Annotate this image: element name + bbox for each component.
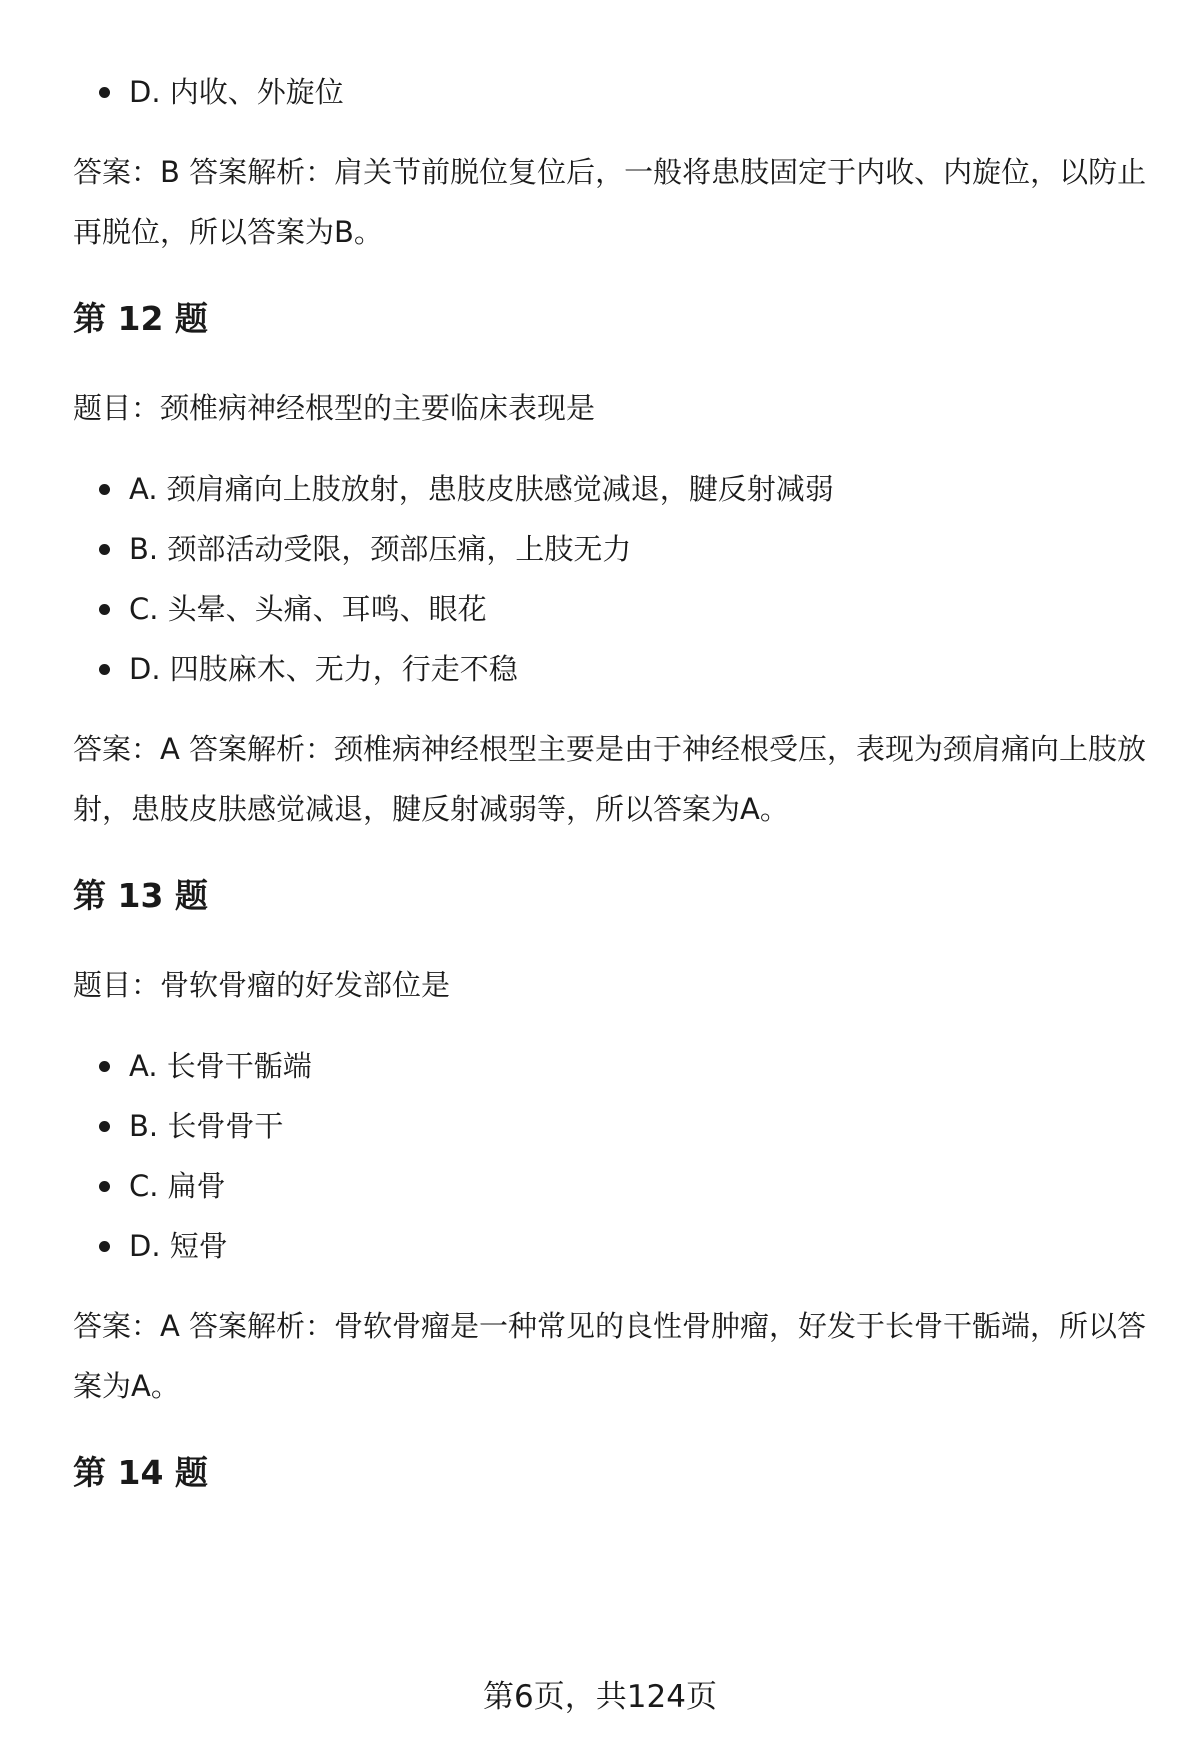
q12-prompt: 题目：颈椎病神经根型的主要临床表现是 [73,391,596,425]
q14-heading: 第 14 题 [73,1453,208,1492]
q13-heading: 第 13 题 [73,876,208,915]
q11-options [73,62,1148,122]
q13-prompt: 题目：骨软骨瘤的好发部位是 [73,968,451,1002]
page-content [73,62,1148,1503]
q12-option-b: B. 颈部活动受限，颈部压痛，上肢无力 [73,519,1148,579]
q13-answer: 答案：A 答案解析：骨软骨瘤是一种常见的良性骨肿瘤，好发于长骨干骺端，所以答案为A。 [73,1309,1147,1403]
q13-options [73,1036,1148,1276]
q12-option-d: D. 四肢麻木、无力，行走不稳 [73,639,1148,699]
q12-answer: 答案：A 答案解析：颈椎病神经根型主要是由于神经根受压，表现为颈肩痛向上肢放射，患肢皮肤感觉减退，腱反射减弱等，所以答案为A。 [73,732,1147,826]
q13-option-d: D. 短骨 [73,1216,1148,1276]
page-number-footer: 第6页，共124页 [483,1679,717,1715]
q12-option-c: C. 头晕、头痛、耳鸣、眼花 [73,579,1148,639]
q13-option-c: C. 扁骨 [73,1156,1148,1216]
q11-answer: 答案：B 答案解析：肩关节前脱位复位后，一般将患肢固定于内收、内旋位，以防止再脱位，所以答案为B。 [73,155,1147,249]
q12-options [73,459,1148,699]
q12-heading: 第 12 题 [73,299,208,338]
q13-option-b: B. 长骨骨干 [73,1096,1148,1156]
q13-option-a: A. 长骨干骺端 [73,1036,1148,1096]
q12-option-a: A. 颈肩痛向上肢放射，患肢皮肤感觉减退，腱反射减弱 [73,459,1148,519]
q11-option-d: D. 内收、外旋位 [73,62,1148,122]
